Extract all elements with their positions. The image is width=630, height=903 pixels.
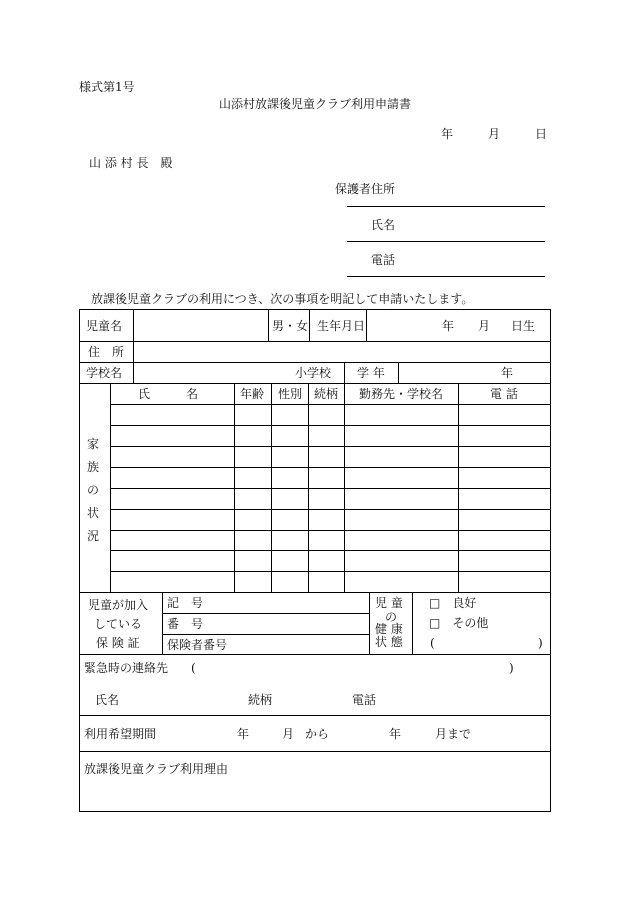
family-row-line (110, 571, 551, 572)
health-other-checkbox[interactable]: □ その他 (429, 616, 489, 630)
row-divider (79, 654, 551, 655)
child-name-label: 児童名 (86, 319, 123, 333)
guardian-name-line[interactable] (347, 241, 545, 242)
date-day-label: 日 (535, 127, 548, 141)
col-divider (309, 309, 310, 341)
col-header-phone: 電 話 (490, 387, 518, 401)
family-row-line (110, 404, 551, 405)
health-other-paren-open: ( (430, 636, 435, 650)
date-month-label: 月 (488, 127, 501, 141)
col-divider (162, 592, 163, 654)
emergency-paren-open: ( (191, 661, 196, 675)
guardian-address-line[interactable] (347, 206, 545, 207)
col-divider (133, 362, 134, 383)
col-divider (458, 383, 459, 592)
insurance-number-label: 番 号 (167, 617, 204, 631)
birth-day-label: 日生 (511, 319, 536, 333)
insurance-label-1: 児童が加入 (88, 598, 149, 612)
grade-unit-label: 年 (501, 366, 514, 380)
col-divider (234, 383, 235, 592)
row-divider (79, 341, 551, 342)
health-label-3: 健 康 (375, 622, 403, 636)
col-divider (366, 309, 367, 341)
health-good-checkbox[interactable]: □ 良好 (429, 596, 477, 610)
period-until: 月まで (435, 727, 472, 741)
form-number: 様式第1号 (79, 80, 135, 94)
family-row-line (110, 467, 551, 468)
col-header-sex: 性別 (278, 387, 303, 401)
form-title: 山添村放課後児童クラブ利用申請書 (219, 97, 412, 111)
insurance-row-line (162, 613, 369, 614)
col-header-workplace: 勤務先・学校名 (359, 387, 444, 401)
emergency-paren-close: ) (509, 661, 514, 675)
date-year-label: 年 (441, 127, 454, 141)
col-divider (344, 362, 345, 383)
period-from: から (305, 727, 330, 741)
col-divider (308, 383, 309, 592)
insurer-number-label: 保険者番号 (167, 638, 228, 652)
col-divider (412, 592, 413, 654)
insurance-label-2: している (94, 617, 143, 631)
col-divider (133, 341, 134, 362)
row-divider (79, 592, 551, 593)
emergency-relation-label: 続柄 (248, 693, 273, 707)
col-divider (271, 383, 272, 592)
guardian-phone-line[interactable] (347, 276, 545, 277)
row-divider (79, 751, 551, 752)
usage-period-label: 利用希望期間 (84, 727, 157, 741)
family-row-line (110, 488, 551, 489)
health-label-4: 状 態 (375, 635, 403, 649)
addressee: 山 添 村 長 殿 (89, 156, 173, 170)
emergency-phone-label: 電話 (352, 693, 377, 707)
insurance-label-3: 保 険 証 (96, 636, 140, 650)
health-label-1: 児 童 (375, 596, 403, 610)
birth-month-label: 月 (478, 319, 491, 333)
guardian-address-label: 保護者住所 (335, 182, 396, 196)
col-header-age: 年齢 (240, 387, 265, 401)
emergency-contact-label: 緊急時の連絡先 (84, 661, 169, 675)
col-header-relation: 続柄 (314, 387, 339, 401)
row-divider (79, 362, 551, 363)
school-label: 学校名 (86, 366, 123, 380)
sex-choice[interactable]: 男・女 (272, 319, 309, 333)
family-row-line (110, 446, 551, 447)
family-row-line (110, 509, 551, 510)
col-divider (369, 592, 370, 654)
row-divider (79, 383, 551, 384)
health-other-paren-close: ) (538, 636, 543, 650)
period-month-1: 月 (282, 727, 295, 741)
family-row-line (110, 550, 551, 551)
col-divider (110, 383, 111, 592)
guardian-name-label: 氏名 (371, 218, 396, 232)
family-row-line (110, 425, 551, 426)
guardian-phone-label: 電話 (371, 253, 396, 267)
period-year-1: 年 (237, 727, 250, 741)
family-row-line (110, 530, 551, 531)
col-divider (268, 309, 269, 341)
row-divider (79, 715, 551, 716)
family-section-label: 家 族 の 状 況 (86, 437, 99, 543)
col-header-name: 氏 名 (138, 387, 199, 401)
birth-date-label: 生年月日 (317, 319, 366, 333)
address-label: 住 所 (88, 345, 125, 359)
col-divider (133, 309, 134, 341)
elementary-label: 小学校 (295, 366, 332, 380)
col-divider (344, 383, 345, 592)
health-label-2: の (385, 610, 398, 624)
grade-label: 学 年 (357, 366, 385, 380)
insurance-symbol-label: 記 号 (167, 596, 204, 610)
intro-text: 放課後児童クラブの利用につき、次の事項を明記して申請いたします。 (91, 292, 474, 306)
period-year-2: 年 (389, 727, 402, 741)
insurance-row-line (162, 634, 369, 635)
birth-year-label: 年 (442, 319, 455, 333)
usage-reason-label: 放課後児童クラブ利用理由 (84, 762, 229, 776)
col-divider (398, 362, 399, 383)
emergency-name-label: 氏名 (95, 693, 120, 707)
